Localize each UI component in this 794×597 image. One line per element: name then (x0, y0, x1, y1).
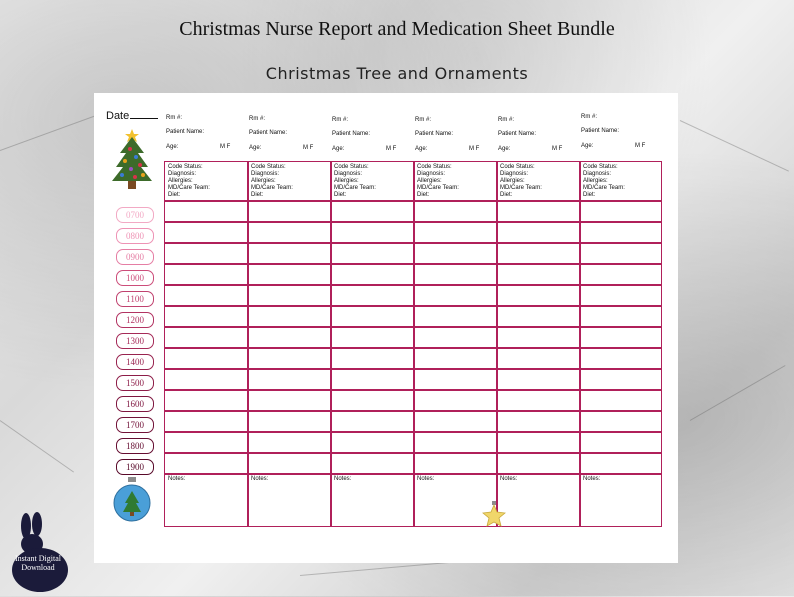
grid-row-divider (165, 368, 661, 370)
patient-sex-label[interactable]: M F (386, 146, 397, 152)
patient-room-label[interactable]: Rm #: (166, 115, 183, 121)
patient-age-label[interactable]: Age: (581, 143, 594, 149)
grid-row-divider (165, 389, 661, 391)
time-slot: 0900 (116, 249, 154, 265)
patient-age-label[interactable]: Age: (249, 145, 262, 151)
page-title: Christmas Nurse Report and Medication Sheet Bundle (179, 18, 615, 40)
info-label: Code Status: (168, 164, 203, 170)
time-slot: 1600 (116, 396, 154, 412)
info-label: Diet: (334, 192, 347, 198)
date-label: Date (106, 110, 130, 122)
date-field[interactable] (106, 110, 158, 122)
info-label: Allergies: (500, 178, 525, 184)
info-label: Allergies: (334, 178, 359, 184)
grid-row-divider (165, 242, 661, 244)
patient-sex-label[interactable]: M F (552, 146, 563, 152)
patient-name-label[interactable]: Patient Name: (249, 130, 288, 136)
info-label: Diagnosis: (334, 171, 363, 177)
grid-column-divider (579, 162, 581, 526)
grid-column-divider (496, 162, 498, 526)
grid-column-divider (247, 162, 249, 526)
notes-label[interactable]: Notes: (168, 476, 186, 482)
grid-row-divider (165, 347, 661, 349)
patient-name-label[interactable]: Patient Name: (166, 129, 205, 135)
patient-info-block[interactable] (500, 164, 542, 199)
marble-vein (0, 420, 74, 472)
patient-info-block[interactable] (251, 164, 293, 199)
marble-vein (680, 120, 789, 172)
time-slot: 1800 (116, 438, 154, 454)
info-label: MD/Care Team: (500, 185, 542, 191)
patient-age-label[interactable]: Age: (166, 144, 179, 150)
info-label: Diagnosis: (168, 171, 197, 177)
time-slot: 1200 (116, 312, 154, 328)
info-label: MD/Care Team: (417, 185, 459, 191)
instant-download-badge (6, 512, 70, 597)
grid-row-divider (165, 284, 661, 286)
info-label: Diagnosis: (251, 171, 280, 177)
info-label: Code Status: (334, 164, 369, 170)
patient-info-block[interactable] (168, 164, 210, 199)
grid-row-divider (165, 431, 661, 433)
patient-sex-label[interactable]: M F (635, 143, 646, 149)
info-label: MD/Care Team: (251, 185, 293, 191)
patient-age-label[interactable]: Age: (332, 146, 345, 152)
time-slot: 1000 (116, 270, 154, 286)
patient-name-label[interactable]: Patient Name: (581, 128, 620, 134)
time-slot: 0800 (116, 228, 154, 244)
info-label: Diet: (168, 192, 181, 198)
patient-age-label[interactable]: Age: (498, 146, 511, 152)
page-subtitle: Christmas Tree and Ornaments (265, 64, 529, 83)
date-line (130, 118, 158, 119)
rabbit-icon (6, 512, 70, 592)
info-label: Code Status: (583, 164, 618, 170)
info-label: Allergies: (168, 178, 193, 184)
info-label: Diagnosis: (500, 171, 529, 177)
grid-row-divider (165, 452, 661, 454)
patient-age-label[interactable]: Age: (415, 146, 428, 152)
info-label: Diet: (417, 192, 430, 198)
info-label: Diet: (583, 192, 596, 198)
marble-vein (690, 365, 786, 421)
patient-room-label[interactable]: Rm #: (498, 117, 515, 123)
grid-row-divider (165, 473, 661, 475)
patient-room-label[interactable]: Rm #: (332, 117, 349, 123)
patient-room-label[interactable]: Rm #: (415, 117, 432, 123)
info-label: Code Status: (251, 164, 286, 170)
patient-info-block[interactable] (334, 164, 376, 199)
ornament-icon (112, 475, 152, 525)
patient-name-label[interactable]: Patient Name: (332, 131, 371, 137)
grid-row-divider (165, 326, 661, 328)
patient-sex-label[interactable]: M F (303, 145, 314, 151)
info-label: Diet: (500, 192, 513, 198)
info-label: Diagnosis: (583, 171, 612, 177)
star-ornament-icon (480, 501, 508, 531)
christmas-tree-icon (110, 127, 154, 191)
time-slot: 1300 (116, 333, 154, 349)
badge-text: Instant Digital Download (15, 554, 61, 572)
info-label: MD/Care Team: (583, 185, 625, 191)
time-slot: 0700 (116, 207, 154, 223)
report-sheet (94, 93, 678, 563)
time-slot: 1700 (116, 417, 154, 433)
info-label: Diagnosis: (417, 171, 446, 177)
info-label: Allergies: (251, 178, 276, 184)
grid-row-divider (165, 263, 661, 265)
grid-row-divider (165, 221, 661, 223)
patient-room-label[interactable]: Rm #: (249, 116, 266, 122)
info-label: Code Status: (417, 164, 452, 170)
notes-label[interactable]: Notes: (583, 476, 601, 482)
grid-column-divider (330, 162, 332, 526)
info-label: MD/Care Team: (168, 185, 210, 191)
patient-info-block[interactable] (417, 164, 459, 199)
notes-label[interactable]: Notes: (334, 476, 352, 482)
info-label: Diet: (251, 192, 264, 198)
notes-label[interactable]: Notes: (500, 476, 518, 482)
time-slot: 1900 (116, 459, 154, 475)
patient-info-block[interactable] (583, 164, 625, 199)
time-slot: 1500 (116, 375, 154, 391)
patient-name-label[interactable]: Patient Name: (415, 131, 454, 137)
info-label: Code Status: (500, 164, 535, 170)
info-label: Allergies: (417, 178, 442, 184)
grid-row-divider (165, 410, 661, 412)
patient-sex-label[interactable]: M F (220, 144, 231, 150)
patient-room-label[interactable]: Rm #: (581, 114, 598, 120)
grid-row-divider (165, 305, 661, 307)
notes-label[interactable]: Notes: (417, 476, 435, 482)
time-slot: 1100 (116, 291, 154, 307)
info-label: Allergies: (583, 178, 608, 184)
info-label: MD/Care Team: (334, 185, 376, 191)
grid-row-divider (165, 200, 661, 202)
notes-label[interactable]: Notes: (251, 476, 269, 482)
patient-sex-label[interactable]: M F (469, 146, 480, 152)
grid-column-divider (413, 162, 415, 526)
time-slot: 1400 (116, 354, 154, 370)
report-grid (164, 161, 662, 527)
patient-name-label[interactable]: Patient Name: (498, 131, 537, 137)
